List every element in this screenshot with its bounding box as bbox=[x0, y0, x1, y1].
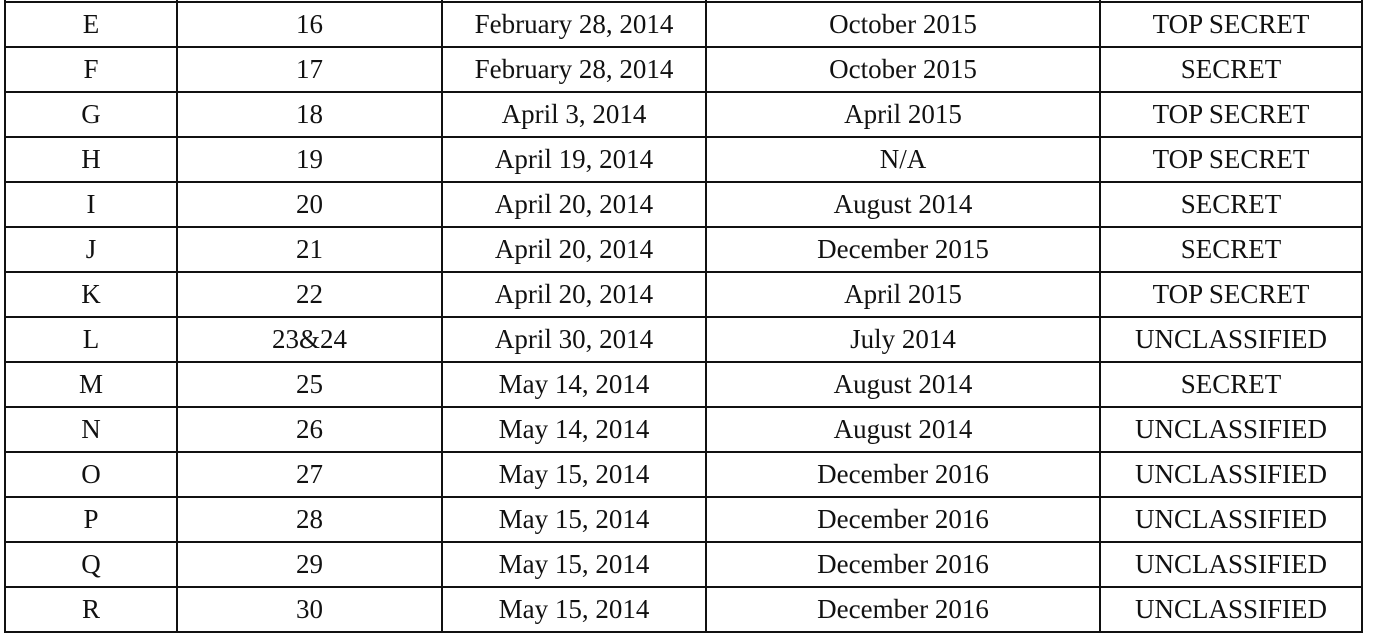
number-cell: 16 bbox=[177, 2, 442, 47]
end-date-cell: August 2014 bbox=[706, 182, 1100, 227]
exhibit-letter-cell: R bbox=[5, 587, 177, 632]
number-cell: 28 bbox=[177, 497, 442, 542]
exhibit-letter-cell: G bbox=[5, 92, 177, 137]
end-date-cell: December 2016 bbox=[706, 542, 1100, 587]
date-cell: February 28, 2014 bbox=[442, 2, 706, 47]
date-cell: April 20, 2014 bbox=[442, 182, 706, 227]
table-row bbox=[5, 542, 1362, 587]
date-cell: April 20, 2014 bbox=[442, 227, 706, 272]
end-date-cell: August 2014 bbox=[706, 407, 1100, 452]
table-row bbox=[5, 227, 1362, 272]
table-row bbox=[5, 497, 1362, 542]
number-cell: 29 bbox=[177, 542, 442, 587]
table-row bbox=[5, 182, 1362, 227]
classification-cell: UNCLASSIFIED bbox=[1100, 317, 1362, 362]
table-row bbox=[5, 407, 1362, 452]
table-body bbox=[5, 0, 1362, 632]
table-row bbox=[5, 92, 1362, 137]
end-date-cell: N/A bbox=[706, 137, 1100, 182]
end-date-cell: April 2015 bbox=[706, 272, 1100, 317]
date-cell: May 15, 2014 bbox=[442, 587, 706, 632]
exhibit-letter-cell: O bbox=[5, 452, 177, 497]
classification-cell: SECRET bbox=[1100, 362, 1362, 407]
number-cell: 18 bbox=[177, 92, 442, 137]
table-row bbox=[5, 137, 1362, 182]
classification-cell: TOP SECRET bbox=[1100, 2, 1362, 47]
end-date-cell: December 2015 bbox=[706, 227, 1100, 272]
date-cell: May 15, 2014 bbox=[442, 542, 706, 587]
number-cell: 27 bbox=[177, 452, 442, 497]
number-cell: 30 bbox=[177, 587, 442, 632]
classification-cell: UNCLASSIFIED bbox=[1100, 542, 1362, 587]
end-date-cell: December 2016 bbox=[706, 497, 1100, 542]
end-date-cell: December 2016 bbox=[706, 452, 1100, 497]
end-date-cell: October 2015 bbox=[706, 47, 1100, 92]
date-cell: February 28, 2014 bbox=[442, 47, 706, 92]
table-row bbox=[5, 362, 1362, 407]
date-cell: April 3, 2014 bbox=[442, 92, 706, 137]
table-row bbox=[5, 317, 1362, 362]
number-cell: 26 bbox=[177, 407, 442, 452]
table-row bbox=[5, 272, 1362, 317]
classification-cell: SECRET bbox=[1100, 47, 1362, 92]
date-cell: April 30, 2014 bbox=[442, 317, 706, 362]
number-cell: 19 bbox=[177, 137, 442, 182]
end-date-cell: April 2015 bbox=[706, 92, 1100, 137]
end-date-cell: July 2014 bbox=[706, 317, 1100, 362]
classification-cell: UNCLASSIFIED bbox=[1100, 407, 1362, 452]
exhibit-letter-cell: K bbox=[5, 272, 177, 317]
table-row bbox=[5, 452, 1362, 497]
document-table bbox=[4, 0, 1363, 633]
exhibit-letter-cell: N bbox=[5, 407, 177, 452]
end-date-cell: October 2015 bbox=[706, 2, 1100, 47]
classification-cell: TOP SECRET bbox=[1100, 272, 1362, 317]
end-date-cell: December 2016 bbox=[706, 587, 1100, 632]
exhibit-letter-cell: F bbox=[5, 47, 177, 92]
end-date-cell: August 2014 bbox=[706, 362, 1100, 407]
exhibit-letter-cell: I bbox=[5, 182, 177, 227]
number-cell: 25 bbox=[177, 362, 442, 407]
exhibit-letter-cell: J bbox=[5, 227, 177, 272]
exhibit-letter-cell: E bbox=[5, 2, 177, 47]
date-cell: May 14, 2014 bbox=[442, 362, 706, 407]
classification-cell: TOP SECRET bbox=[1100, 137, 1362, 182]
exhibit-letter-cell: P bbox=[5, 497, 177, 542]
classification-cell: UNCLASSIFIED bbox=[1100, 587, 1362, 632]
table-row bbox=[5, 47, 1362, 92]
date-cell: May 14, 2014 bbox=[442, 407, 706, 452]
classification-cell: TOP SECRET bbox=[1100, 92, 1362, 137]
exhibit-letter-cell: H bbox=[5, 137, 177, 182]
date-cell: April 20, 2014 bbox=[442, 272, 706, 317]
classification-cell: UNCLASSIFIED bbox=[1100, 452, 1362, 497]
exhibit-letter-cell: M bbox=[5, 362, 177, 407]
number-cell: 21 bbox=[177, 227, 442, 272]
date-cell: May 15, 2014 bbox=[442, 497, 706, 542]
table-row bbox=[5, 587, 1362, 632]
classification-cell: SECRET bbox=[1100, 182, 1362, 227]
number-cell: 20 bbox=[177, 182, 442, 227]
number-cell: 23&24 bbox=[177, 317, 442, 362]
classification-cell: SECRET bbox=[1100, 227, 1362, 272]
exhibit-letter-cell: L bbox=[5, 317, 177, 362]
classification-cell: UNCLASSIFIED bbox=[1100, 497, 1362, 542]
number-cell: 17 bbox=[177, 47, 442, 92]
table-row bbox=[5, 2, 1362, 47]
date-cell: April 19, 2014 bbox=[442, 137, 706, 182]
date-cell: May 15, 2014 bbox=[442, 452, 706, 497]
number-cell: 22 bbox=[177, 272, 442, 317]
exhibit-letter-cell: Q bbox=[5, 542, 177, 587]
